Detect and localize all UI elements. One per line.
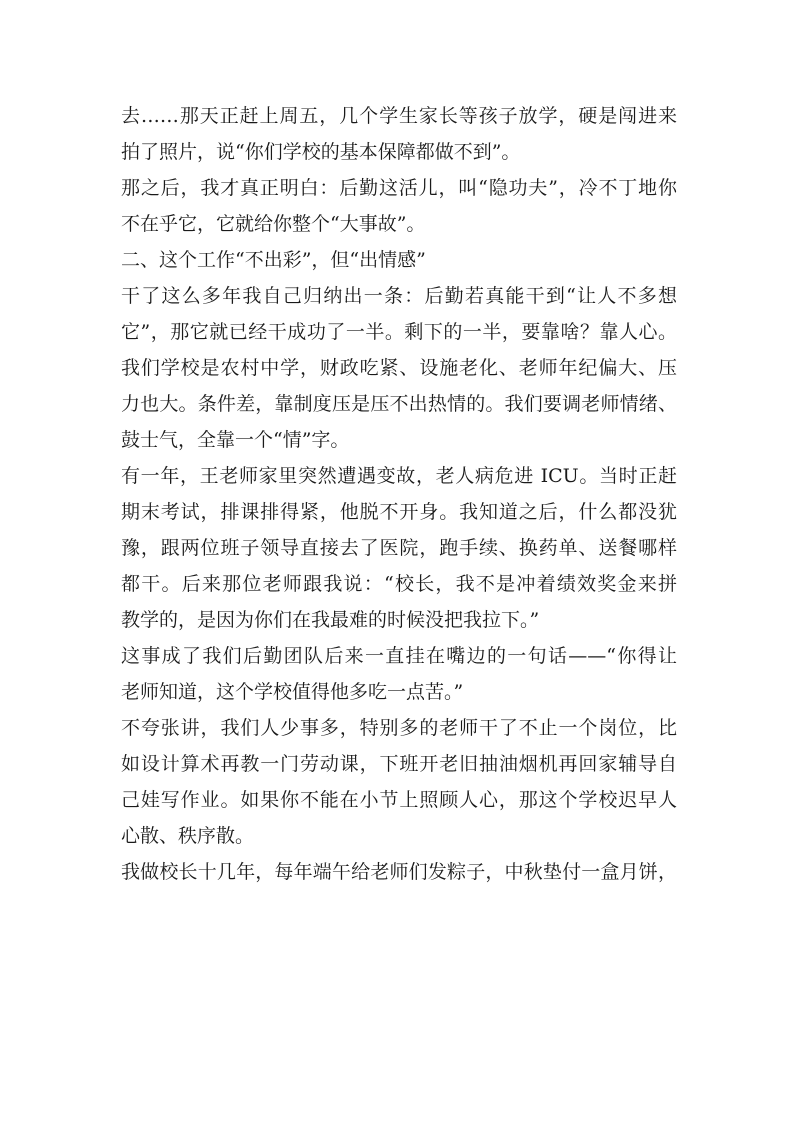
text-line: 期末考试，排课排得紧，他脱不开身。我知道之后，什么都没犹 [121,501,677,523]
text-line: 这事成了我们后勤团队后来一直挂在嘴边的一句话——“你得让 [121,645,677,667]
text-line: 不夸张讲，我们人少事多，特别多的老师干了不止一个岗位，比 [121,717,677,739]
text-line: 去……那天正赶上周五，几个学生家长等孩子放学，硬是闯进来 [121,105,677,127]
section-heading: 二、这个工作“不出彩”，但“出情感” [121,249,426,271]
text-line: 不在乎它，它就给你整个“大事故”。 [121,213,426,235]
text-line: 豫，跟两位班子领导直接去了医院，跑手续、换药单、送餐哪样 [121,537,677,559]
text-line: 都干。后来那位老师跟我说：“校长，我不是冲着绩效奖金来拼 [121,573,677,595]
text-line: 力也大。条件差，靠制度压是压不出热情的。我们要调老师情绪、 [121,393,677,415]
text-line: 干了这么多年我自己归纳出一条：后勤若真能干到“让人不多想 [121,285,677,307]
text-line: 老师知道，这个学校值得他多吃一点苦。” [121,681,464,703]
text-line: 己娃写作业。如果你不能在小节上照顾人心，那这个学校迟早人 [121,789,677,811]
text-line: 它”，那它就已经干成功了一半。剩下的一半，要靠啥？靠人心。 [121,321,677,343]
text-line: 心散、秩序散。 [121,825,255,847]
text-line: 我做校长十几年，每年端午给老师们发粽子，中秋垫付一盒月饼， [121,861,677,883]
text-line: 教学的，是因为你们在我最难的时候没把我拉下。” [121,609,540,631]
text-line: 那之后，我才真正明白：后勤这活儿，叫“隐功夫”，冷不丁地你 [121,177,677,199]
text-line: 拍了照片，说“你们学校的基本保障都做不到”。 [121,141,521,163]
text-line: 有一年，王老师家里突然遭遇变故，老人病危进 ICU。当时正赶 [121,465,677,487]
text-line: 鼓士气，全靠一个“情”字。 [121,429,350,451]
text-line: 如设计算术再教一门劳动课，下班开老旧抽油烟机再回家辅导自 [121,753,677,775]
document-body [121,98,677,890]
text-line: 我们学校是农村中学，财政吃紧、设施老化、老师年纪偏大、压 [121,357,677,379]
